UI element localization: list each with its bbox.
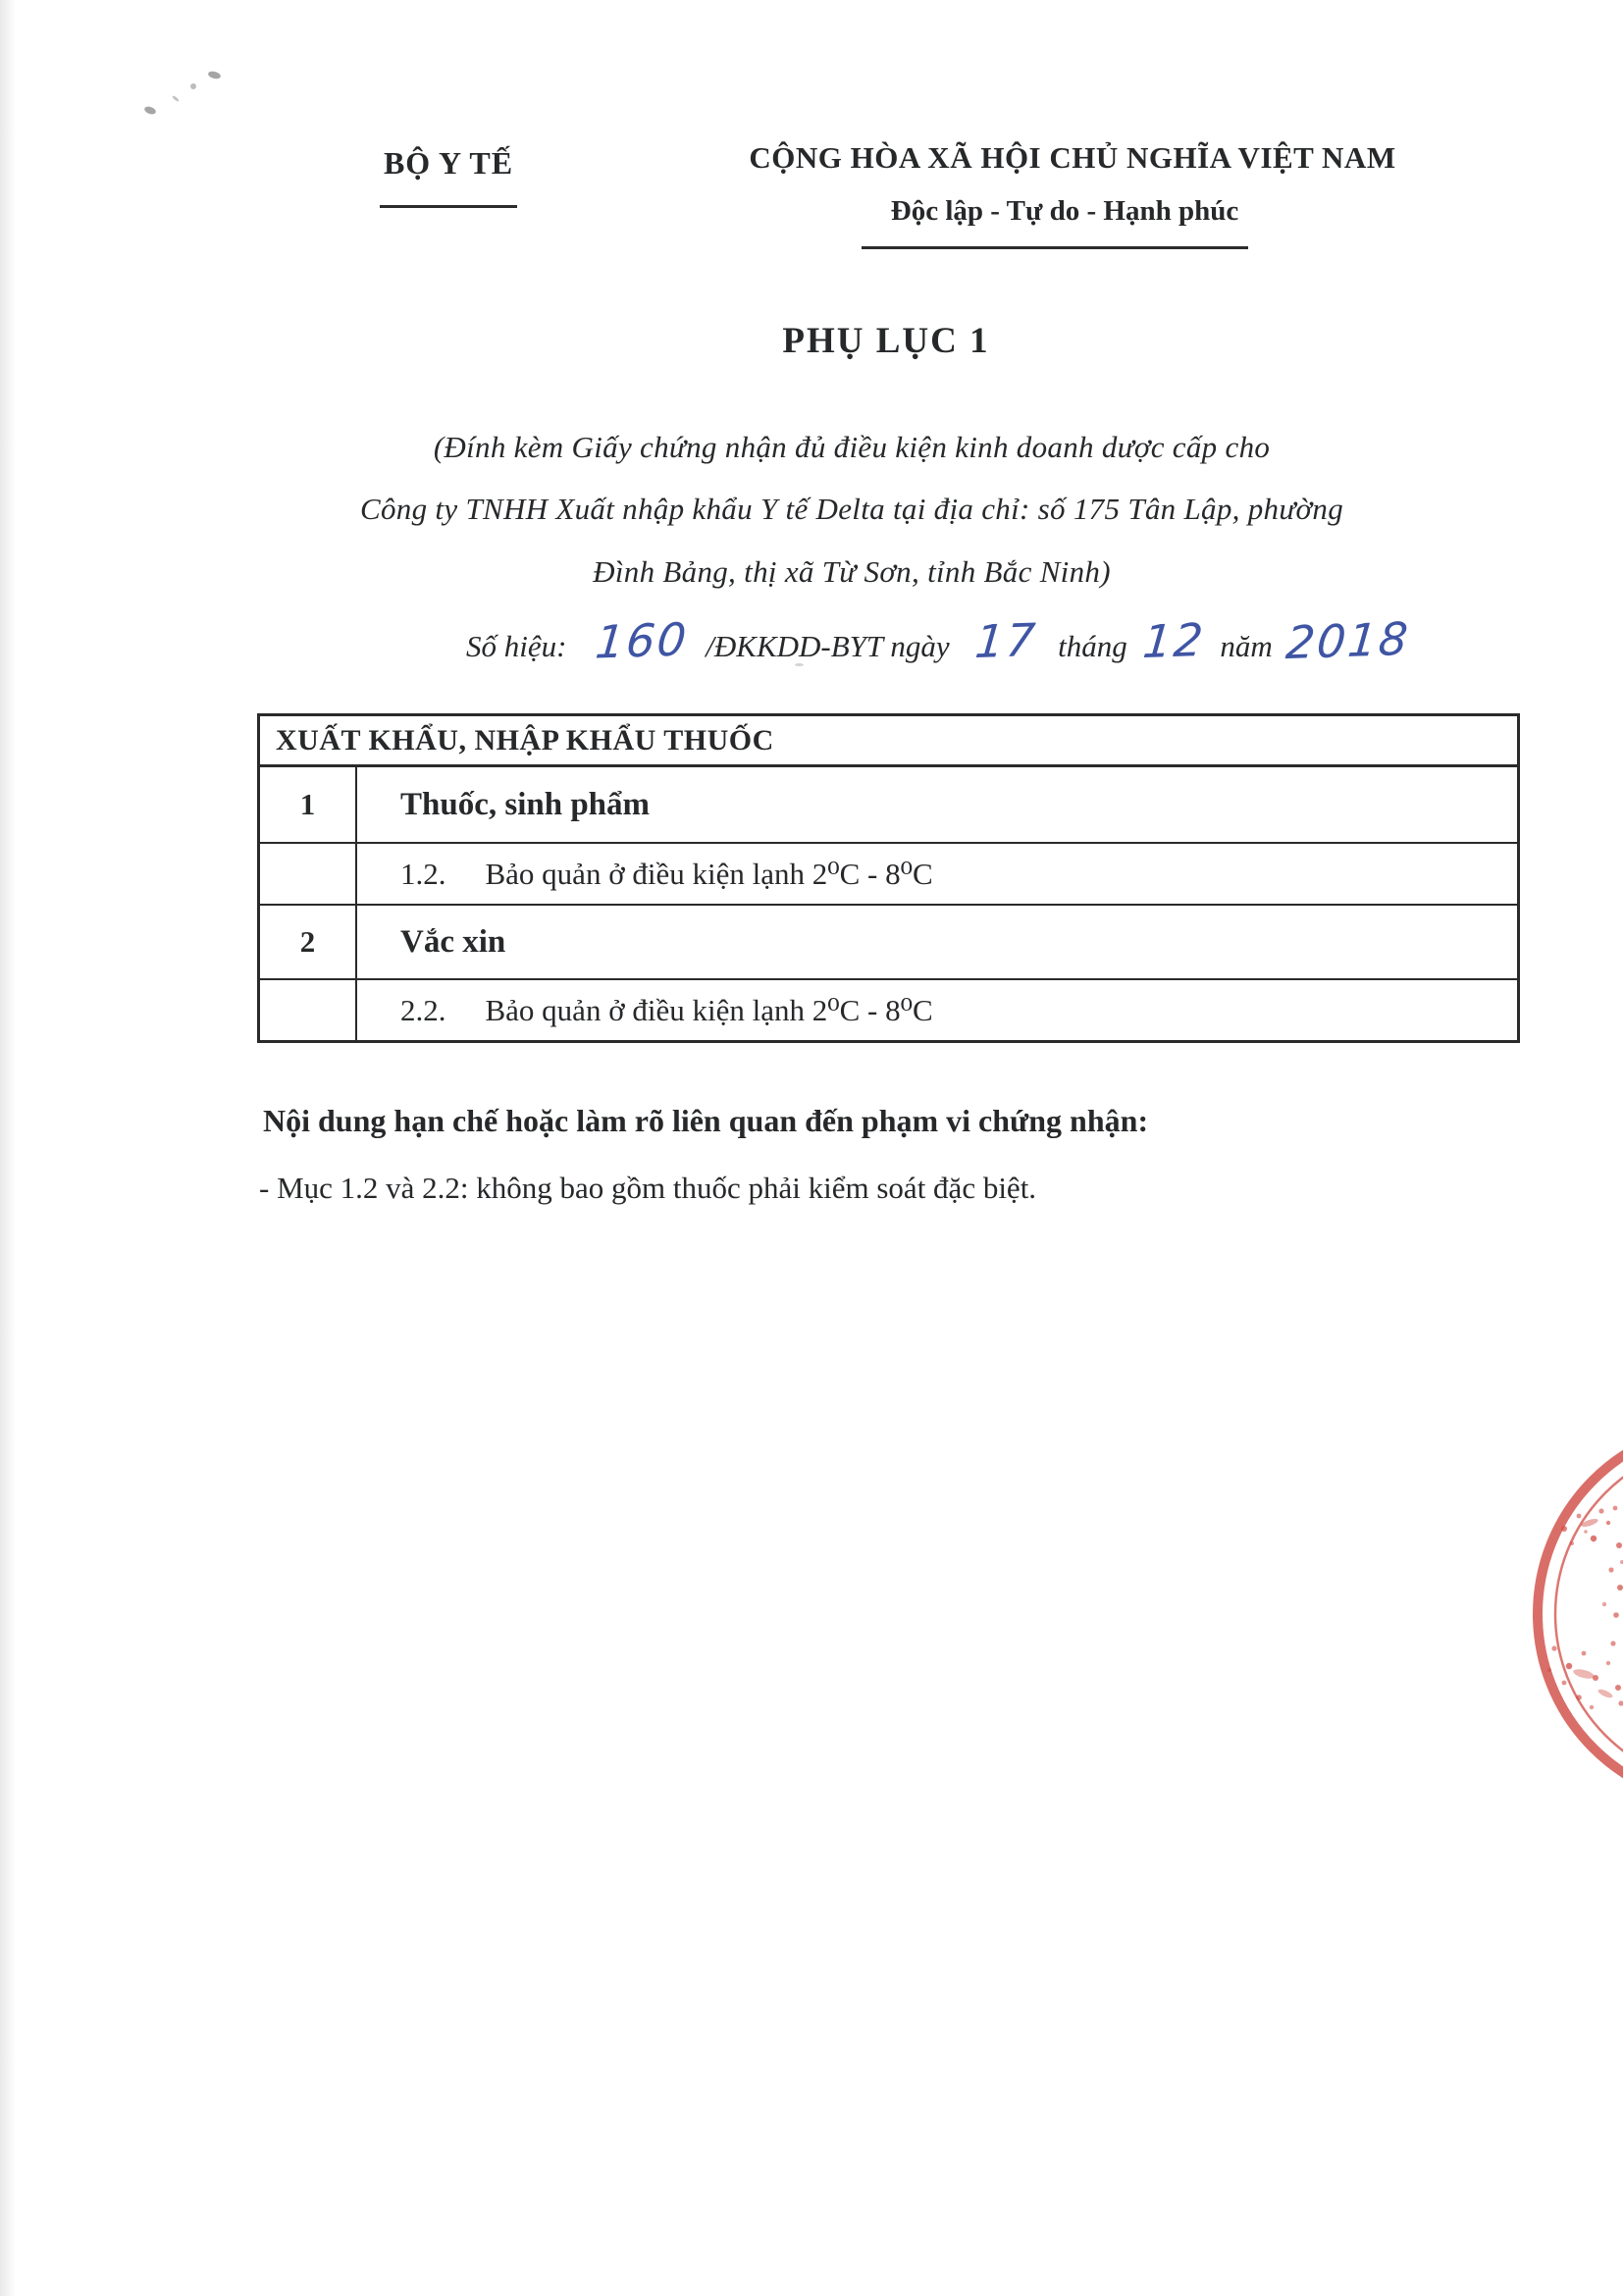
row-title-cell: Vắc xin [400,923,506,960]
row-sub-number: 2.2. [400,992,446,1027]
month-handwritten: 12 [1140,612,1207,669]
table-row [260,767,1517,844]
row-detail-cell [357,980,1517,1040]
scan-speck [207,70,221,79]
attachment-note-line-3: Đình Bảng, thị xã Từ Sơn, tỉnh Bắc Ninh) [593,554,1111,589]
row-number-cell: 2 [260,906,357,978]
motto-underline [862,246,1248,249]
scan-speck [143,105,157,116]
national-motto: Độc lập - Tự do - Hạnh phúc [890,195,1239,227]
scan-speck [172,95,180,102]
attachment-note-line-1: (Đính kèm Giấy chứng nhận đủ điều kiện kinh doanh dược cấp cho [433,430,1271,464]
day-handwritten: 17 [972,612,1039,669]
row-sub-number: 1.2. [400,856,446,891]
row-detail-cell [357,844,1517,904]
doc-code-and-ngay: /ĐKKDD-BYT ngày [706,629,950,663]
ministry-underline [380,205,517,208]
so-hieu-line [466,611,1412,670]
scan-speck [190,83,196,89]
table-row [260,980,1517,1040]
row-number-cell [260,844,357,904]
ministry-title: BỘ Y TẾ [383,145,514,181]
attachment-note-line-2: Công ty TNHH Xuất nhập khẩu Y tế Delta tại địa chỉ: số 175 Tân Lập, phường [359,492,1344,526]
year-handwritten: 2018 [1283,611,1412,670]
table-header-cell: XUẤT KHẨU, NHẬP KHẨU THUỐC [260,716,1517,767]
month-label: tháng [1058,629,1127,663]
appendix-title: PHỤ LỤC 1 [782,321,990,361]
scan-edge-shadow [0,0,16,2296]
notes-heading: Nội dung hạn chế hoặc làm rõ liên quan đến phạm vi chứng nhận: [263,1103,1149,1138]
row-number-cell [260,980,357,1040]
national-title: CỘNG HÒA XÃ HỘI CHỦ NGHĨA VIỆT NAM [749,140,1396,175]
notes-item: - Mục 1.2 và 2.2: không bao gồm thuốc phải kiểm soát đặc biệt. [259,1171,1037,1205]
year-label: năm [1220,629,1273,663]
so-hieu-label: Số hiệu: [466,629,567,663]
table-row [260,844,1517,906]
row-detail-text: Bảo quản ở điều kiện lạnh 2⁰C - 8⁰C [485,856,933,891]
row-title-cell: Thuốc, sinh phẩm [400,786,651,822]
license-scope-table [257,713,1520,1043]
red-seal-stamp [1525,1413,1623,1815]
so-hieu-number-handwritten: 160 [593,612,691,669]
table-row [260,906,1517,980]
row-number-cell: 1 [260,767,357,842]
row-detail-text: Bảo quản ở điều kiện lạnh 2⁰C - 8⁰C [485,992,933,1027]
